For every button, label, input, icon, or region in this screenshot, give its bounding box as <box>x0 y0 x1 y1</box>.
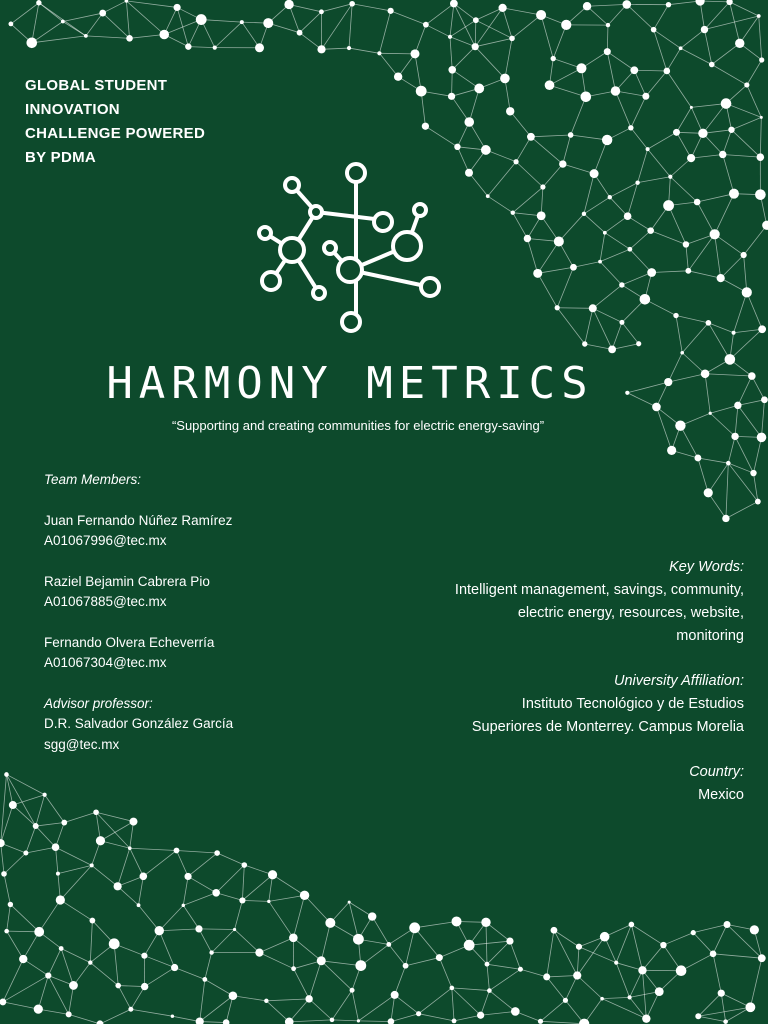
header-line: CHALLENGE POWERED <box>25 125 206 142</box>
advisor-email: sgg@tec.mx <box>44 736 120 752</box>
university-line: Instituto Tecnológico y de Estudios <box>521 696 744 712</box>
molecule-network-icon <box>250 160 450 340</box>
member-email: A01067885@tec.mx <box>44 594 167 609</box>
keywords-label: Key Words: <box>669 559 744 575</box>
university-line: Superiores de Monterrey. Campus Morelia <box>471 719 744 735</box>
member-email: A01067304@tec.mx <box>44 655 167 670</box>
header-line: GLOBAL STUDENT <box>25 77 168 94</box>
project-tagline: “Supporting and creating communities for electric energy-saving” <box>171 418 545 433</box>
team-label: Team Members: <box>44 472 142 487</box>
member-name: Raziel Bejamin Cabrera Pio <box>44 573 210 589</box>
advisor-name: D.R. Salvador González García <box>44 716 234 731</box>
member-name: Juan Fernando Núñez Ramírez <box>44 512 233 528</box>
member-email: A01067996@tec.mx <box>44 533 167 548</box>
keywords-line: electric energy, resources, website, <box>517 605 744 621</box>
advisor-label: Advisor professor: <box>44 695 153 711</box>
university-label: University Affiliation: <box>613 673 744 689</box>
member-name: Fernando Olvera Echeverría <box>44 634 215 650</box>
country-label: Country: <box>689 764 744 780</box>
header-line: INNOVATION <box>25 101 120 118</box>
country-value: Mexico <box>698 787 744 803</box>
keywords-line: Intelligent management, savings, community, <box>454 582 744 598</box>
header-line: BY PDMA <box>25 149 96 166</box>
project-title: HARMONY METRICS <box>106 358 594 409</box>
project-info-section <box>384 556 744 807</box>
team-section <box>44 470 364 755</box>
keywords-line: monitoring <box>676 628 744 644</box>
challenge-header <box>25 74 255 170</box>
